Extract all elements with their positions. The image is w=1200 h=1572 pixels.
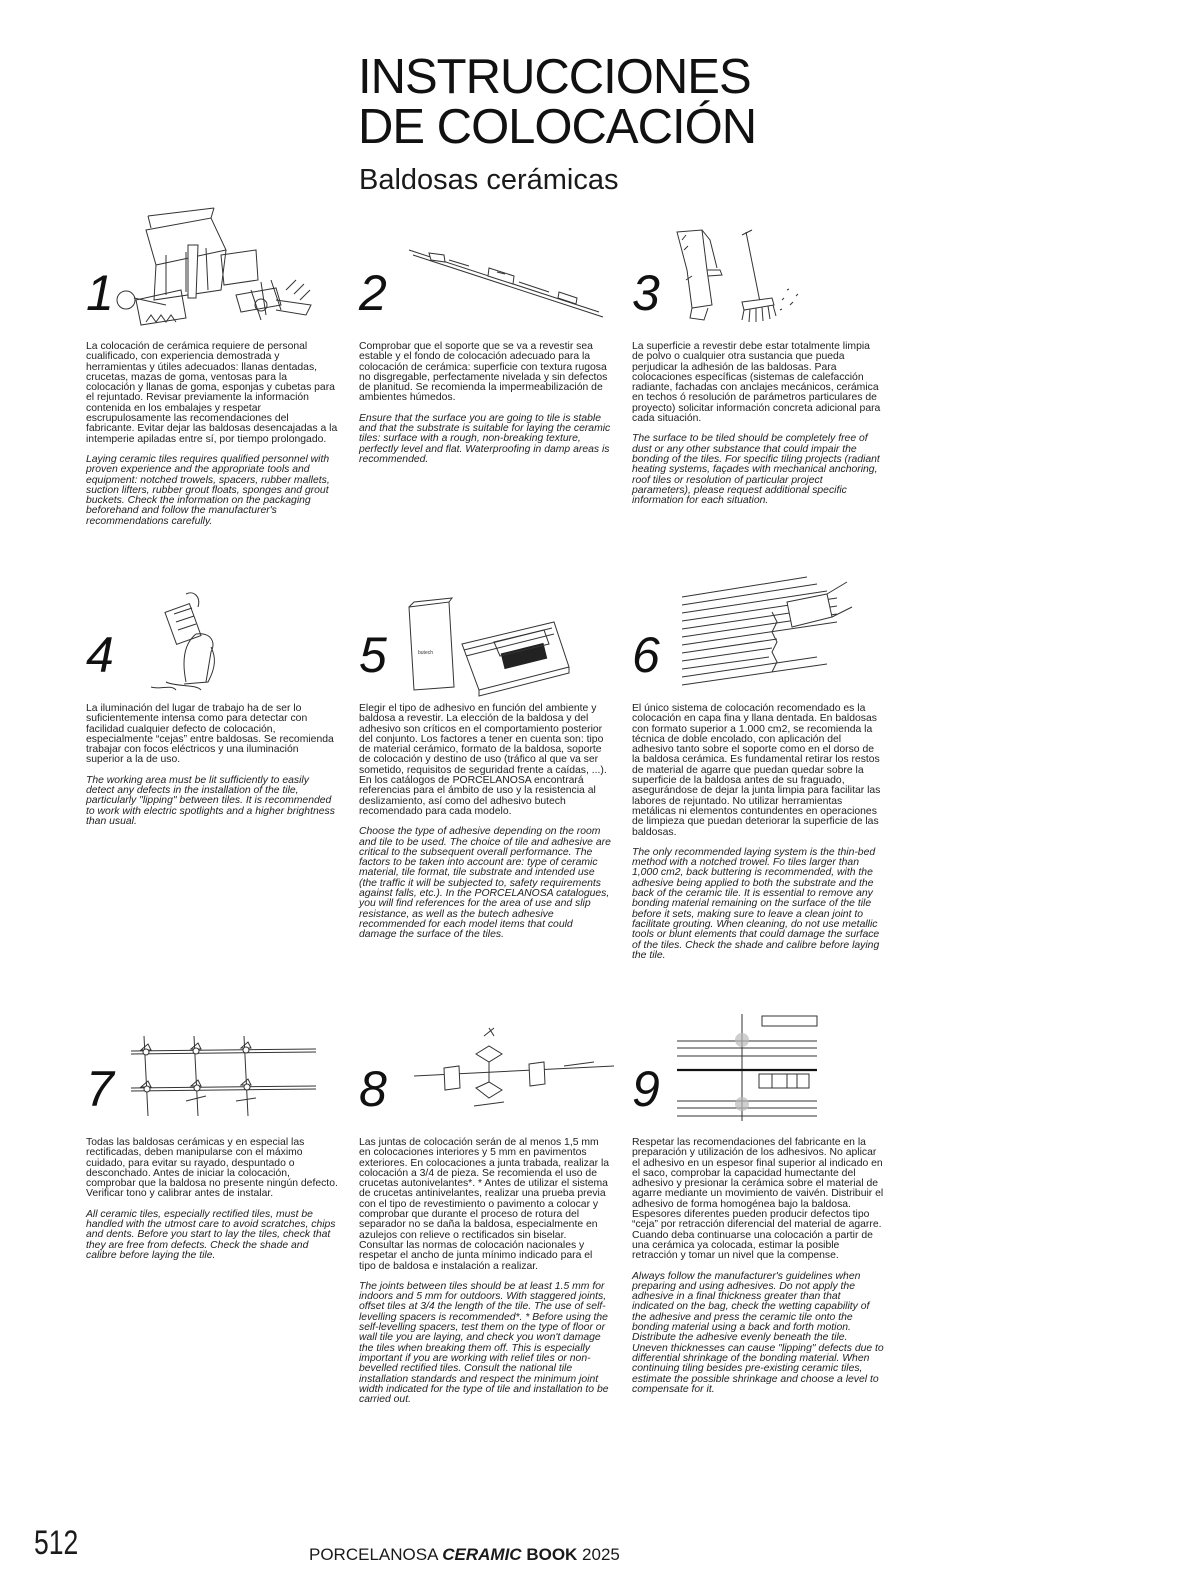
- step-text: [359, 342, 611, 465]
- step-number: 8: [359, 1061, 387, 1117]
- step-text: [359, 704, 611, 941]
- title-line-1: INSTRUCCIONES: [358, 50, 751, 104]
- step-text-es: La iluminación del lugar de trabajo ha de ser lo suficientemente intensa como para detectar con facilidad cualquier defecto de colocación, especialmente “cejas” entre baldosas. Se recomienda trabajar con focos eléctricos y una iluminación superior a la de uso.: [86, 703, 334, 766]
- page-subtitle: Baldosas cerámicas: [359, 164, 619, 196]
- step-number: 4: [86, 627, 114, 683]
- step-text: [632, 704, 884, 961]
- step-text-en: Always follow the manufacturer's guidelines when preparing and using adhesives. Do not apply the adhesive in a final thickness greater than that indicated on the bag, check the wetting capability of the adhesive and press the ceramic tile onto the bonding material using a back and forth motion. Distribute the adhesive evenly beneath the tile. Uneven thicknesses can cause "lipping" defects due to differential shrinkage of the bonding material. When continuing tiling besides pre-existing ceramic tiles, estimate the possible shrinkage and choose a level to compensate for it.: [632, 1270, 884, 1395]
- page-title: [358, 52, 756, 152]
- footer-book-title: [309, 1545, 620, 1565]
- step-number: 9: [632, 1061, 660, 1117]
- spotlight-illustration: [86, 572, 348, 698]
- step-text: [86, 704, 338, 827]
- level-illustration: [359, 210, 621, 336]
- tools-illustration: [86, 210, 348, 336]
- notched-trowel-illustration: [632, 572, 894, 698]
- levelling-spacers-illustration: [359, 1006, 621, 1132]
- step-text-en: All ceramic tiles, especially rectified tiles, must be handled with the utmost care to avoid scratches, chips and dents. Before you start to lay the tiles, check that they are free from defects. Check the shade and calibre before laying the tile.: [86, 1208, 336, 1261]
- step-text: [632, 342, 884, 506]
- step-text: [86, 342, 338, 527]
- sweeping-illustration: [632, 210, 894, 336]
- step-text-es: Respetar las recomendaciones del fabricante en la preparación y utilización de los adhesivos. No aplicar el adhesivo en un espesor final superior al indicado en el saco, comprobar la capacidad humectante del adhesivo y presionar la cerámica sobre el material de agarre mediante un movimiento de vaivén. Distribuir el adhesivo de forma homogénea bajo la baldosa. Espesores diferentes pueden producir defectos tipo “ceja” por retracción diferencial del material de agarre. Cuando deba continuarse una colocación a partir de una cerámica ya colocada, estimar la posible retracción y tomar un nivel que la compense.: [632, 1137, 884, 1262]
- step-text-es: La colocación de cerámica requiere de personal cualificado, con experiencia demostrada y herramientas y útiles adecuados: llanas dentadas, crucetas, mazas de goma, ventosas para la colocación y llanas de goma, esponjas y cubetas para el rejuntado. Revisar previamente la información contenida en los embalajes y respetar escrupulosamente las recomendaciones del fabricante. Evitar dejar las baldosas desencajadas a la intemperie apiladas entre sí, por tiempo prolongado.: [86, 341, 338, 445]
- step-text-en: Ensure that the surface you are going to tile is stable and that the substrate is suitable for laying the ceramic tiles: surface with a rough, non-breaking texture, perfectly level and flat. Waterproofing in damp areas is recommended.: [359, 412, 611, 465]
- step-text-es: El único sistema de colocación recomendado es la colocación en capa fina y llana dentada. En baldosas con formato superior a 1.000 cm2, se recomienda la técnica de doble encolado, con aplicación del adhesivo tanto sobre el soporte como en el dorso de la baldosa cerámica. Es fundamental retirar los restos de material de agarre que puedan quedar sobre la superficie de la baldosa antes de su fraguado, asegurándose de dejar la junta limpia para facilitar las labores de rejuntado. No utilizar herramientas metálicas ni elementos contundentes en operaciones de limpieza que puedan deteriorar la superficie de las baldosas.: [632, 703, 881, 838]
- page-number: 512: [34, 1524, 79, 1562]
- step-number: 6: [632, 627, 660, 683]
- step-number: 7: [86, 1061, 114, 1117]
- step-text-en: Choose the type of adhesive depending on the room and tile to be used. The choice of tile and adhesive are critical to the subsequent overall performance. The factors to be taken into account are: type of ceramic material, tile format, tile substrate and intended use (the traffic it will be subjected to, safety requirements against falls, etc.). In the PORCELANOSA catalogues, you will find references for the area of use and slip resistance, as well as the butech adhesive recommended for each model items that could damage the surface of the tiles.: [359, 826, 611, 941]
- step-text-es: Elegir el tipo de adhesivo en función del ambiente y baldosa a revestir. La elección de la baldosa y del adhesivo son críticos en el comportamiento posterior del conjunto. Los factores a tener en cuenta son: tipo de material cerámico, formato de la baldosa, soporte de colocación y destino de uso (tráfico al que va ser sometido, requisitos de seguridad frente a caídas, ...). En los catálogos de PORCELANOSA encontrará referencias para el ámbito de uso y la resistencia al deslizamiento, así como del adhesivo butech recomendado para cada modelo.: [359, 703, 607, 817]
- step-number: 5: [359, 627, 387, 683]
- step-text: [359, 1138, 611, 1405]
- step-text: [632, 1138, 884, 1395]
- step-text-en: The joints between tiles should be at least 1.5 mm for indoors and 5 mm for outdoors. With staggered joints, offset tiles at 3/4 the length of the tile. The use of self-levelling spacers is recommended*. * Before using the self-levelling spacers, test them on the type of floor or wall tile you are laying, and check you won't damage the tiles when breaking them off. This is especially important if you are working with relief tiles or non-bevelled rectified tiles. Consult the national tile installation standards and respect the minimum joint width indicated for the type of tile and installation to be carried out.: [359, 1280, 609, 1406]
- step-text-en: The surface to be tiled should be completely free of dust or any other substance that could impair the bonding of the tiles. For specific tiling projects (radiant heating systems, façades with mechanical anchoring, roof tiles or resolution of particular project parameters), please request additional specific information for each situation.: [632, 433, 880, 507]
- step-text-es: Comprobar que el soporte que se va a revestir sea estable y el fondo de colocación adecuado para la colocación de cerámica: superficie con textura rugosa no disgregable, perfectamente nivelada y sin defectos de planitud. Se recomienda la impermeabilización de ambientes húmedos.: [359, 341, 608, 404]
- title-line-2: DE COLOCACIÓN: [358, 100, 757, 154]
- step-text-en: The working area must be lit sufficiently to easily detect any defects in the installation of the tile, particularly "lipping" between tiles. It is recommended to work with electric spotlights and a higher brightness than usual.: [86, 774, 335, 827]
- bag-label: butech: [418, 650, 434, 656]
- footer-book-bold: BOOK: [526, 1545, 578, 1564]
- step-number: 2: [359, 265, 387, 321]
- adhesive-bag-illustration: [359, 572, 621, 698]
- footer-brand: PORCELANOSA: [309, 1545, 438, 1564]
- step-text-es: La superficie a revestir debe estar totalmente limpia de polvo o cualquier otra sustancia que pueda perjudicar la adhesión de las baldosas. Para colocaciones específicas (sistemas de calefacción radiante, fachadas con anclajes mecánicos, cerámica en techos ó resolución de parámetros particulares de proyecto) solicitar información concreta adicional para cada situación.: [632, 341, 881, 425]
- step-text-es: Las juntas de colocación serán de al menos 1,5 mm en colocaciones interiores y 5 mm en pavimentos exteriores. En colocaciones a junta trabada, realizar la colocación a 3/4 de pieza. Se recomienda el uso de crucetas autonivelantes*. * Antes de utilizar el sistema de crucetas antinivelantes, realizar una prueba previa con el tipo de revestimiento o pavimento a colocar y comprobar que durante el proceso de rotura del separador no se daña la baldosa, especialmente en azulejos con relieve o rectificados sin biselar. Consultar las normas de colocación nacionales y respetar el ancho de junta mínimo indicado para el tipo de baldosa e instalación a realizar.: [359, 1137, 610, 1272]
- tile-level-illustration: [632, 1006, 894, 1132]
- footer-year: 2025: [582, 1545, 620, 1564]
- step-number: 3: [632, 265, 660, 321]
- step-text-en: Laying ceramic tiles requires qualified personnel with proven experience and the appropriate tools and equipment: notched trowels, spacers, rubber mallets, suction lifters, rubber grout floats, sponges and grout buckets. Check the information on the packaging beforehand and follow the manufacturer's recommendations carefully.: [86, 453, 330, 527]
- spacers-grid-illustration: [86, 1006, 348, 1132]
- footer-book-italic: CERAMIC: [442, 1545, 522, 1564]
- step-text-en: The only recommended laying system is the thin-bed method with a notched trowel. Fo tiles larger than 1,000 cm2, back buttering is recommended, with the adhesive being applied to both the substrate and the back of the ceramic tile. It is essential to remove any bonding material remaining on the surface of the tile before it sets, making sure to leave a clean joint to facilitate grouting. When cleaning, do not use metallic tools or blunt elements that could damage the surface of the tiles. Check the shade and calibre before laying the tile.: [632, 846, 880, 961]
- step-text: [86, 1138, 338, 1261]
- step-number: 1: [86, 265, 114, 321]
- step-text-es: Todas las baldosas cerámicas y en especial las rectificadas, deben manipularse con el máximo cuidado, para evitar su rayado, despuntado o desconchado. Antes de iniciar la colocación, comprobar que la baldosa no presente ningún defecto. Verificar tono y calibrar antes de instalar.: [86, 1137, 338, 1200]
